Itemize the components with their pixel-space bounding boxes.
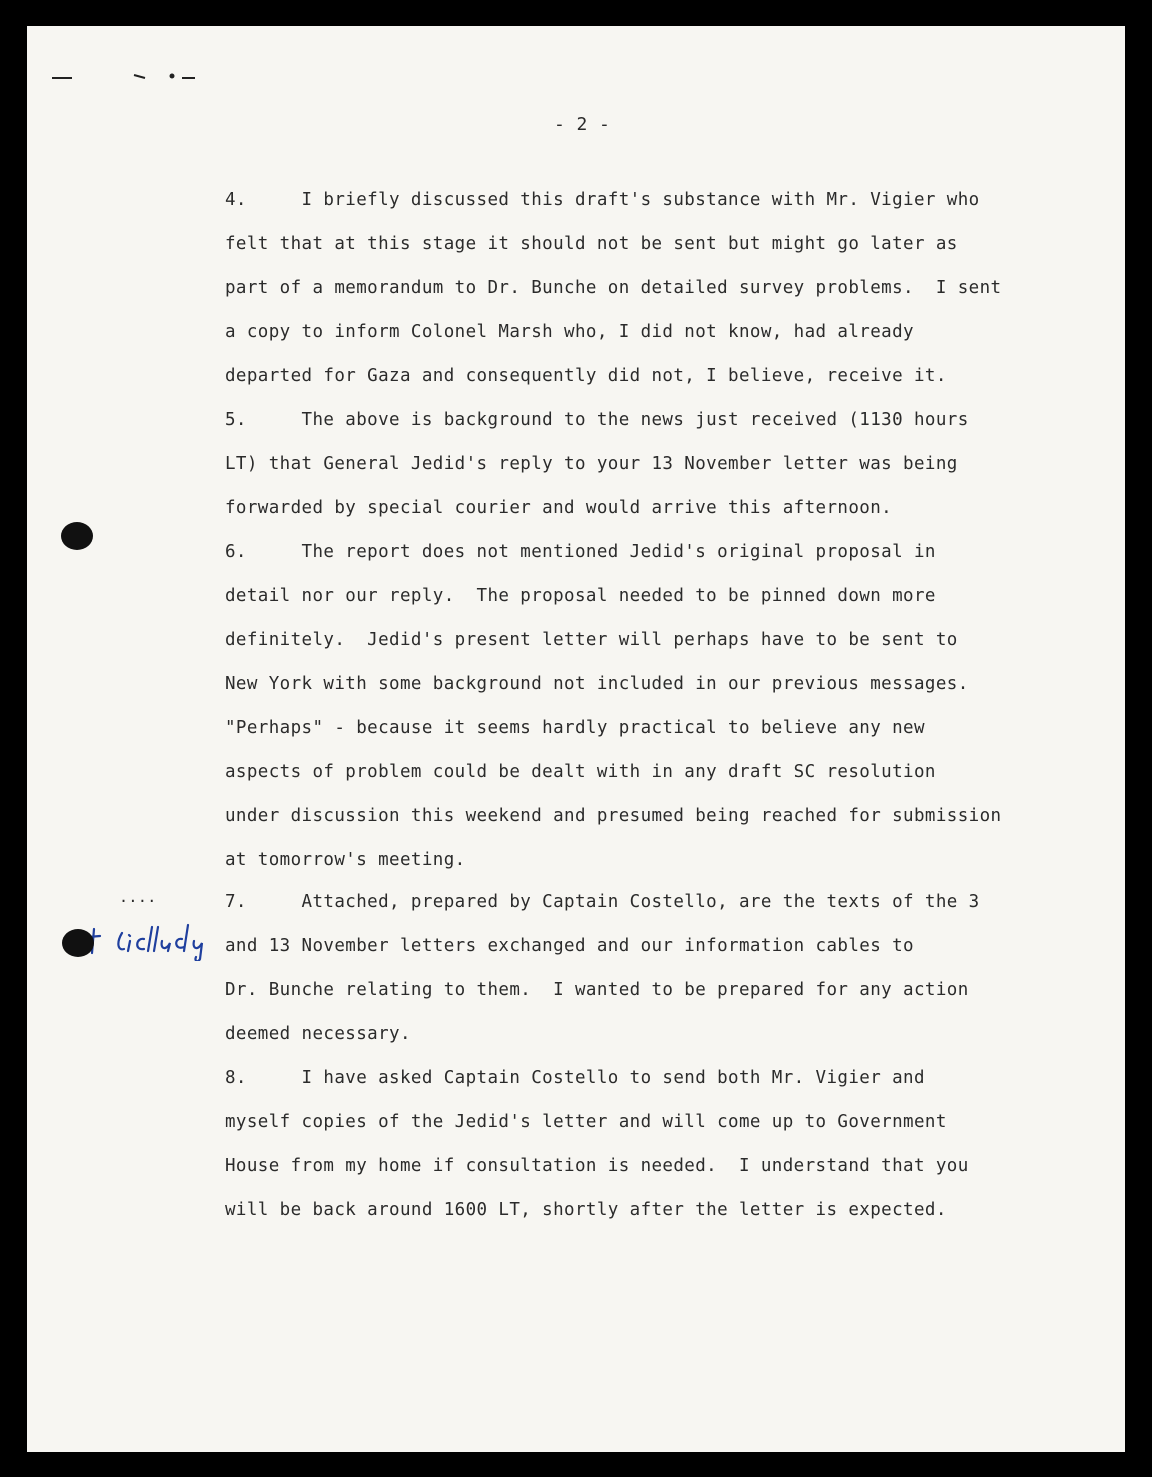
text-line: will be back around 1600 LT, shortly after the letter is expected.	[225, 1200, 947, 1220]
text-line: New York with some background not included in our previous messages.	[225, 674, 969, 694]
text-line: 8. I have asked Captain Costello to send both Mr. Vigier and	[225, 1068, 925, 1088]
text-line: LT) that General Jedid's reply to your 13 November letter was being	[225, 454, 958, 474]
text-line: 4. I briefly discussed this draft's substance with Mr. Vigier who	[225, 190, 980, 210]
text-line: aspects of problem could be dealt with in any draft SC resolution	[225, 762, 936, 782]
text-line: Dr. Bunche relating to them. I wanted to be prepared for any action	[225, 980, 969, 1000]
text-line: forwarded by special courier and would arrive this afternoon.	[225, 498, 893, 518]
text-line: and 13 November letters exchanged and our information cables to	[225, 936, 914, 956]
margin-dots: ....	[119, 888, 157, 906]
document-page	[27, 26, 1125, 1452]
punch-hole-top	[61, 522, 93, 550]
text-line: felt that at this stage it should not be sent but might go later as	[225, 234, 958, 254]
stray-marks-icon	[50, 68, 200, 88]
text-line: 5. The above is background to the news just received (1130 hours	[225, 410, 969, 430]
text-line: at tomorrow's meeting.	[225, 850, 466, 870]
text-line: departed for Gaza and consequently did not, I believe, receive it.	[225, 366, 947, 386]
stray-marks	[50, 68, 200, 88]
text-line: House from my home if consultation is needed. I understand that you	[225, 1156, 969, 1176]
text-line: "Perhaps" - because it seems hardly practical to believe any new	[225, 718, 925, 738]
text-line: under discussion this weekend and presumed being reached for submission	[225, 806, 1002, 826]
text-line: definitely. Jedid's present letter will perhaps have to be sent to	[225, 630, 958, 650]
page-number: - 2 -	[554, 114, 611, 135]
punch-hole-bottom	[62, 929, 94, 957]
text-line: 6. The report does not mentioned Jedid's original proposal in	[225, 542, 936, 562]
text-line: myself copies of the Jedid's letter and will come up to Government	[225, 1112, 947, 1132]
text-line: deemed necessary.	[225, 1024, 411, 1044]
text-line: detail nor our reply. The proposal needed to be pinned down more	[225, 586, 936, 606]
text-line: a copy to inform Colonel Marsh who, I did not know, had already	[225, 322, 914, 342]
text-line: part of a memorandum to Dr. Bunche on detailed survey problems. I sent	[225, 278, 1002, 298]
text-line: 7. Attached, prepared by Captain Costello, are the texts of the 3	[225, 892, 980, 912]
